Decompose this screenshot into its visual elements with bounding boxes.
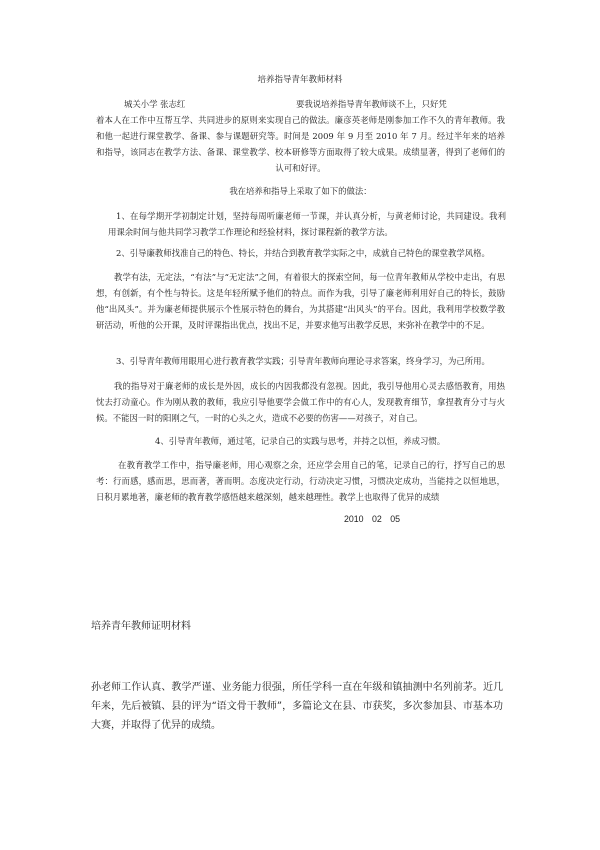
practice-paragraph: 在教育教学工作中，指导廉老师，用心观察之余，还应学会用自己的笔，记录自己的行，抒写自己的思考：行而感，感而思，思而著，著而明。态度决定行动，行动决定习惯，习惯决定成功，当能持之以恒地思，日积月累地著，廉老师的教育教学感悟越来越深刻，越来越理性。教学上也取得了优异的成绩 [96, 460, 505, 502]
intro-first-line: 要我说培养指导青年教师谈不上，只好凭 [296, 99, 447, 109]
method-item-4: 4、引导青年教师，通过笔，记录自己的实践与思考，并持之以恒，养成习惯。 [155, 436, 446, 446]
author-byline: 城关小学 张志红 [124, 99, 186, 109]
section2-title: 培养青年教师证明材料 [91, 621, 191, 632]
intro-paragraph: 着本人在工作中互帮互学、共同进步的原则来实现自己的做法。廉彦英老师是刚参加工作不久的青年教师。我和他一起进行课堂教学、备课、参与课题研究等。时间是 2009 年 9 月至 2010 年 7 月。经过半年来的培养和指导，该同志在教学方法、备课、课堂教学、校本研修等方面取得了较大成果。成绩显著，得到了老师们的认可和好评。 [96, 115, 505, 173]
growth-paragraph: 我的指导对于廉老师的成长是外因，成长的内因我都没有忽视。因此，我引导他用心灵去感悟教育，用热忱去打动童心。作为刚从教的教师，我应引导他要学会做工作中的有心人，发现教育细节，拿捏教育分寸与火候。不能因一时的阳刚之气，一时的心头之火，造成不必要的伤害——对孩子，对自己。 [96, 381, 505, 423]
methods-heading: 我在培养和指导上采取了如下的做法： [229, 186, 372, 196]
document-date: 2010 02 05 [344, 514, 401, 524]
method-item-1: 1、在每学期开学初制定计划，坚持每周听廉老师一节课，并认真分析，与黄老师讨论，共同建设。我利用课余时间与他共同学习教学工作理论和经验材料，探讨课程新的教学方法。 [108, 211, 506, 237]
byline [124, 96, 499, 112]
section2-body: 孙老师工作认真、教学严谨、业务能力很强，所任学科一直在年级和镇抽测中名列前茅。近几年来，先后被镇、县的评为“语文骨干教师”，多篇论文在县、市获奖，多次参加县、市基本功大赛，并取得了优异的成绩。 [91, 682, 503, 731]
method-item-3: 3、引导青年教师用眼用心进行教育教学实践；引导青年教师向理论寻求答案，终身学习，为己所用。 [116, 356, 490, 366]
teaching-style-paragraph: 教学有法，无定法，“有法”与“无定法”之间，有着很大的探索空间，每一位青年教师从学校中走出，有思想，有创新，有个性与特长。这是年轻所赋予他们的特点。而作为我，引导了廉老师利用好自己的特长，鼓励他“出风头”。并为廉老师提供展示个性展示特色的舞台，为其搭建“出风头”的平台。因此，我利用学校数学教研活动，听他的公开课，及时评课指出优点，找出不足，并要求他写出教学反思，来弥补在教学中的不足。 [96, 272, 505, 330]
document-title: 培养指导青年教师材料 [257, 75, 343, 85]
method-item-2: 2、引导廉教师找准自己的特色、特长，并结合到教育教学实际之中，成就自己特色的课堂教学风格。 [116, 248, 490, 258]
